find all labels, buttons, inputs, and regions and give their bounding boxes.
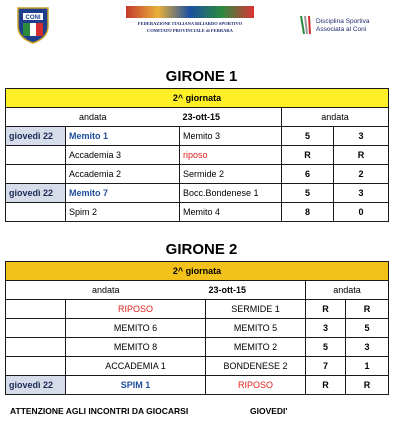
fibis-line1: FEDERAZIONE ITALIANA BILIARDO SPORTIVO: [137, 21, 243, 26]
home-team: Spim 2: [66, 203, 180, 222]
score-home: R: [306, 300, 346, 319]
away-team: RIPOSO: [206, 376, 306, 395]
girone1-date: 23-ott-15: [180, 108, 282, 127]
score-home: R: [282, 146, 334, 165]
score-home: 3: [306, 319, 346, 338]
score-away: 5: [346, 319, 389, 338]
match-day: giovedì 22: [6, 184, 66, 203]
home-team: Accademia 3: [66, 146, 180, 165]
score-home: 6: [282, 165, 334, 184]
fibis-logo: [126, 6, 254, 46]
away-team: BONDENESE 2: [206, 357, 306, 376]
table-row: [6, 338, 389, 357]
table-row: [6, 127, 389, 146]
match-day: [6, 319, 66, 338]
away-team: SERMIDE 1: [206, 300, 306, 319]
table-row: [6, 146, 389, 165]
score-away: R: [346, 376, 389, 395]
score-away: 3: [334, 127, 389, 146]
away-team: riposo: [180, 146, 282, 165]
score-away: 1: [346, 357, 389, 376]
score-away: R: [334, 146, 389, 165]
table-row: [6, 203, 389, 222]
score-away: 0: [334, 203, 389, 222]
score-away: 3: [334, 184, 389, 203]
match-day: [6, 203, 66, 222]
match-day: [6, 338, 66, 357]
match-day: [6, 146, 66, 165]
score-home: 8: [282, 203, 334, 222]
score-home: 5: [282, 127, 334, 146]
score-home: 7: [306, 357, 346, 376]
girone2-andata-left: andata: [6, 281, 206, 300]
home-team: Memito 1: [66, 127, 180, 146]
away-team: MEMITO 5: [206, 319, 306, 338]
home-team: MEMITO 6: [66, 319, 206, 338]
away-team: Memito 4: [180, 203, 282, 222]
dsa-line1: Disciplina Sportiva: [316, 18, 370, 25]
table-row: [6, 357, 389, 376]
girone2-date: 23-ott-15: [206, 281, 306, 300]
score-home: 5: [282, 184, 334, 203]
girone2-andata-right: andata: [306, 281, 389, 300]
table-row: [6, 184, 389, 203]
footer-day: GIOVEDI': [250, 406, 288, 416]
home-team: MEMITO 8: [66, 338, 206, 357]
match-day: giovedì 22: [6, 376, 66, 395]
away-team: Memito 3: [180, 127, 282, 146]
girone1-giornata: 2^ giornata: [6, 89, 389, 108]
match-day: [6, 357, 66, 376]
fibis-logo-band: [126, 6, 254, 18]
table-row: [6, 376, 389, 395]
score-away: R: [346, 300, 389, 319]
away-team: Bocc.Bondenese 1: [180, 184, 282, 203]
girone1-andata-right: andata: [282, 108, 389, 127]
coni-shield-logo: [16, 6, 50, 44]
dsa-logo: [298, 12, 388, 42]
girone1-andata-left: andata: [6, 108, 180, 127]
match-day: giovedì 22: [6, 127, 66, 146]
away-team: MEMITO 2: [206, 338, 306, 357]
score-home: 5: [306, 338, 346, 357]
table-row: [6, 300, 389, 319]
girone1-title: GIRONE 1: [165, 68, 238, 85]
home-team: ACCADEMIA 1: [66, 357, 206, 376]
home-team: Memito 7: [66, 184, 180, 203]
score-away: 2: [334, 165, 389, 184]
score-home: R: [306, 376, 346, 395]
girone2-table: [5, 261, 389, 395]
home-team: Accademia 2: [66, 165, 180, 184]
girone2-giornata: 2^ giornata: [6, 262, 389, 281]
footer-warning: ATTENZIONE AGLI INCONTRI DA GIOCARSI: [10, 406, 189, 416]
match-day: [6, 300, 66, 319]
home-team: RIPOSO: [66, 300, 206, 319]
girone1-table: [5, 88, 389, 222]
home-team: SPIM 1: [66, 376, 206, 395]
score-away: 3: [346, 338, 389, 357]
match-day: [6, 165, 66, 184]
table-row: [6, 319, 389, 338]
away-team: Sermide 2: [180, 165, 282, 184]
girone2-title: GIRONE 2: [165, 241, 238, 258]
italia-mark-icon: [298, 14, 314, 36]
table-row: [6, 165, 389, 184]
svg-text:CONI: CONI: [25, 15, 41, 21]
dsa-line2: Associata al Coni: [316, 26, 367, 33]
fibis-line2: COMITATO PROVINCIALE di FERRARA: [147, 28, 233, 33]
